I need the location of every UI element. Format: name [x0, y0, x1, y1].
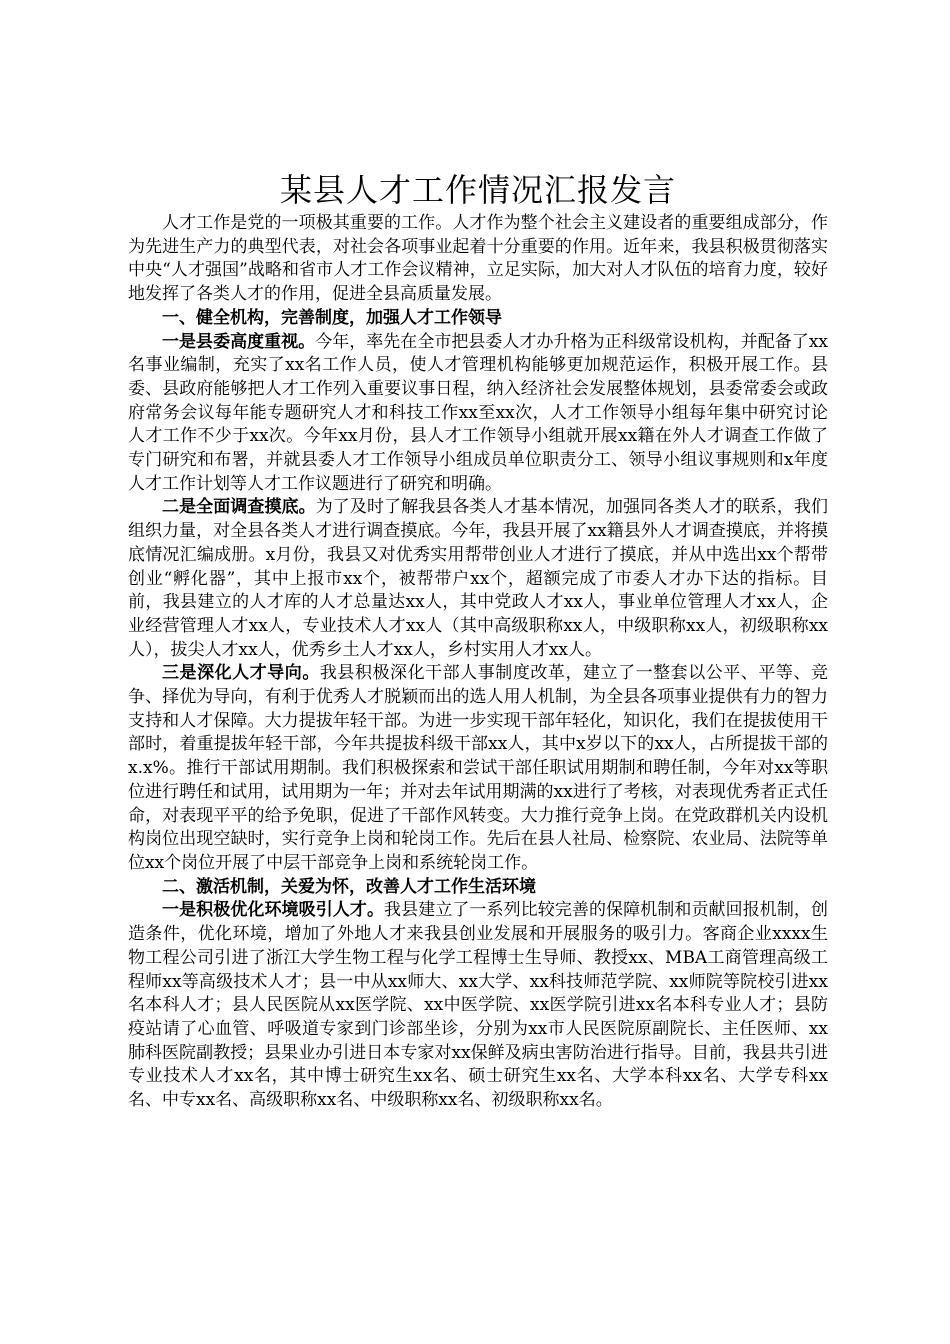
section-1-paragraph-3-lead: 三是深化人才导向。	[162, 663, 320, 684]
document-page	[128, 168, 828, 1113]
section-1-paragraph-2-lead: 二是全面调查摸底。	[162, 497, 316, 518]
document-title: 某县人才工作情况汇报发言	[279, 171, 676, 209]
section-1-paragraph-1	[128, 331, 828, 497]
section-2-paragraph-1	[128, 899, 828, 1112]
section-1-heading: 一、健全机构，完善制度，加强人才工作领导	[162, 307, 502, 328]
section-1-paragraph-1-lead: 一是县委高度重视。	[162, 331, 316, 352]
section-1-paragraph-2	[128, 496, 828, 662]
section-1-paragraph-3-body: 我县积极深化干部人事制度改革，建立了一整套以公平、平等、竞争、择优为导向，有利于优秀人才脱颖而出的选人用人机制，为全县各项事业提供有力的智力支持和人才保障。大力提拔年轻干部。为进一步实现干部年轻化，知识化，我们在提拔使用干部时，着重提拔年轻干部，今年共提拔科级干部xx人，其中x岁以下的xx人，占所提拔干部的x.x%。推行干部试用期制。我们积极探索和尝试干部任职试用期制和聘任制，今年对xx等职位进行聘任和试用，试用期为一年；并对去年试用期满的xx进行了考核，对表现优秀者正式任命，对表现平平的给予免职，促进了干部作风转变。大力推行竞争上岗。在党政群机关内设机构岗位出现空缺时，实行竞争上岗和轮岗工作。先后在县人社局、检察院、农业局、法院等单位xx个岗位开展了中层干部竞争上岗和系统轮岗工作。	[128, 663, 829, 873]
section-1-paragraph-3	[128, 662, 828, 875]
section-2-paragraph-1-body: 我县建立了一系列比较完善的保障机制和贡献回报机制，创造条件，优化环境，增加了外地人才来我县创业发展和开展服务的吸引力。客商企业xxxx生物工程公司引进了浙江大学生物工程与化学工程博士生导师、教授xx、MBA工商管理高级工程师xx等高级技术人才；县一中从xx师大、xx大学、xx科技师范学院、xx师院等院校引进xx名本科人才；县人民医院从xx医学院、xx中医学院、xx医学院引进xx名本科专业人才；县防疫站请了心血管、呼吸道专家到门诊部坐诊，分别为xx市人民医院原副院长、主任医师、xx肺科医院副教授；县果业办引进日本专家对xx保鲜及病虫害防治进行指导。目前，我县共引进专业技术人才xx名，其中博士研究生xx名、硕士研究生xx名、大学本科xx名、大学专科xx名、中专xx名、高级职称xx名、中级职称xx名、初级职称xx名。	[128, 900, 829, 1111]
section-2-paragraph-1-lead: 一是积极优化环境吸引人才。	[162, 900, 385, 921]
section-1-paragraph-2-body: 为了及时了解我县各类人才基本情况，加强同各类人才的联系，我们组织力量，对全县各类人才进行调查摸底。今年，我县开展了xx籍县外人才调查摸底，并将摸底情况汇编成册。x月份，我县又对优秀实用帮带创业人才进行了摸底，并从中选出xx个帮带创业“孵化器”，其中上报市xx个，被帮带户xx个，超额完成了市委人才办下达的指标。目前，我县建立的人才库的人才总量达xx人，其中党政人才xx人，事业单位管理人才xx人，企业经营管理人才xx人，专业技术人才xx人（其中高级职称xx人，中级职称xx人，初级职称xx人），拔尖人才xx人，优秀乡土人才xx人，乡村实用人才xx人。	[128, 497, 829, 660]
section-2-heading: 二、激活机制，关爱为怀，改善人才工作生活环境	[162, 876, 536, 897]
intro-paragraph: 人才工作是党的一项极其重要的工作。人才作为整个社会主义建设者的重要组成部分，作为先进生产力的典型代表，对社会各项事业起着十分重要的作用。近年来，我县积极贯彻落实中央“人才强国”战略和省市人才工作会议精神，立足实际，加大对人才队伍的培育力度，较好地发挥了各类人才的作用，促进全县高质量发展。	[128, 213, 828, 305]
section-1-paragraph-1-body: 今年，率先在全市把县委人才办升格为正科级常设机构，并配备了xx名事业编制，充实了xx名工作人员，使人才管理机构能够更加规范运作，积极开展工作。县委、县政府能够把人才工作列入重要议事日程，纳入经济社会发展整体规划，县委常委会或政府常务会议每年能专题研究人才和科技工作xx至xx次，人才工作领导小组每年集中研究讨论人才工作不少于xx次。今年xx月份，县人才工作领导小组就开展xx籍在外人才调查工作做了专门研究和布署，并就县委人才工作领导小组成员单位职责分工、领导小组议事规则和x年度人才工作计划等人才工作议题进行了研究和明确。	[128, 331, 828, 494]
